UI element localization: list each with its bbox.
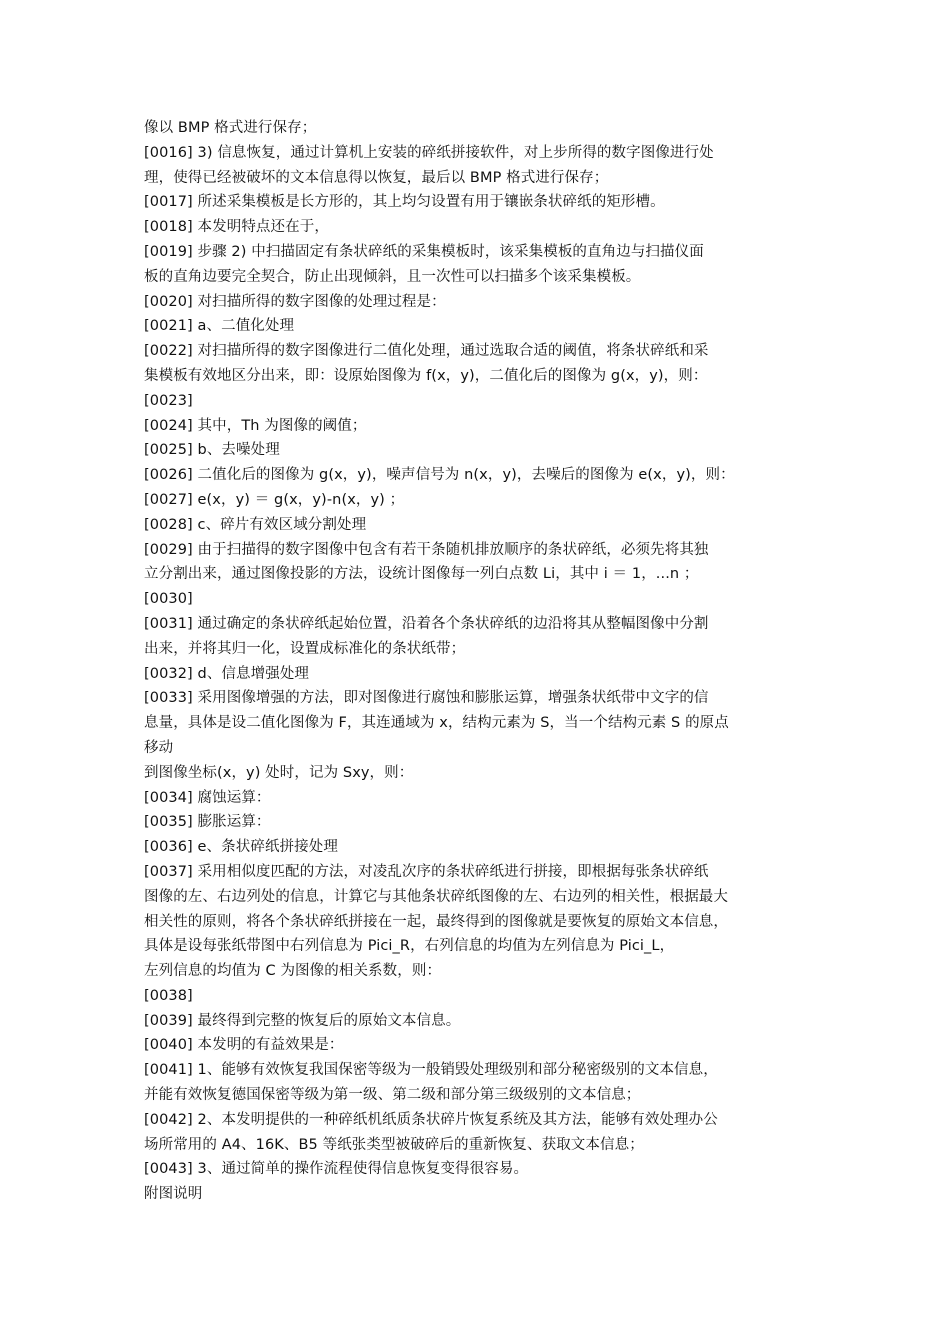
text-line: 相关性的原则，将各个条状碎纸拼接在一起，最终得到的图像就是要恢复的原始文本信息，	[144, 913, 728, 930]
section-heading: 附图说明	[144, 1186, 203, 1203]
text-line: 像以 BMP 格式进行保存；	[144, 120, 317, 136]
text-line: 理，使得已经被破坏的文本信息得以恢复，最后以 BMP 格式进行保存；	[144, 169, 609, 186]
text-line: [0029] 由于扫描得的数字图像中包含有若干条随机排放顺序的条状碎纸，必须先将其独	[144, 541, 709, 558]
text-line: [0034] 腐蚀运算：	[144, 789, 271, 806]
text-line: [0026] 二值化后的图像为 g(x，y)，噪声信号为 n(x，y)，去噪后的图像为 e(x，y)，则：	[144, 467, 735, 484]
text-line: [0032] d、信息增强处理	[144, 665, 310, 682]
text-line: [0022] 对扫描所得的数字图像进行二值化处理，通过选取合适的阈值，将条状碎纸和采	[144, 343, 709, 360]
text-line: [0040] 本发明的有益效果是：	[144, 1037, 344, 1054]
text-line: [0018] 本发明特点还在于，	[144, 219, 329, 236]
text-line: [0030]	[144, 591, 193, 608]
text-line: 左列信息的均值为 C 为图像的相关系数，则：	[144, 963, 442, 980]
text-line: 集模板有效地区分出来，即：设原始图像为 f(x，y)，二值化后的图像为 g(x，y)，则：	[144, 367, 708, 384]
text-line: [0021] a、二值化处理	[144, 318, 295, 335]
text-line: [0017] 所述采集模板是长方形的，其上均匀设置有用于镶嵌条状碎纸的矩形槽。	[144, 194, 665, 211]
text-line: [0027] e(x，y) ＝ g(x，y)-n(x，y) ；	[144, 491, 405, 508]
text-line: [0035] 膨胀运算：	[144, 814, 271, 831]
text-line: [0028] c、碎片有效区域分割处理	[144, 516, 367, 533]
text-line: 移动	[144, 739, 174, 756]
text-line: [0019] 步骤 2) 中扫描固定有条状碎纸的采集模板时，该采集模板的直角边与扫描仪面	[144, 243, 704, 260]
text-line: 息量，具体是设二值化图像为 F，其连通域为 x，结构元素为 S，当一个结构元素 S 的原点	[144, 715, 729, 732]
text-line: [0023]	[144, 392, 193, 409]
text-line: 图像的左、右边列处的信息，计算它与其他条状碎纸图像的左、右边列的相关性，根据最大	[144, 888, 728, 905]
text-line: [0025] b、去噪处理	[144, 442, 280, 459]
text-line: [0039] 最终得到完整的恢复后的原始文本信息。	[144, 1012, 461, 1029]
text-line: [0016] 3) 信息恢复，通过计算机上安装的碎纸拼接软件，对上步所得的数字图像进行处	[144, 144, 714, 161]
text-line: 并能有效恢复德国保密等级为第一级、第二级和部分第三级级别的文本信息；	[144, 1087, 641, 1104]
text-line: 到图像坐标(x，y) 处时，记为 Sxy，则：	[144, 764, 414, 781]
text-line: 具体是设每张纸带图中右列信息为 Pici_R，右列信息的均值为左列信息为 Pici_L，	[144, 938, 675, 955]
text-line: [0031] 通过确定的条状碎纸起始位置，沿着各个条状碎纸的边沿将其从整幅图像中分割	[144, 615, 709, 632]
text-line: [0037] 采用相似度匹配的方法，对凌乱次序的条状碎纸进行拼接，即根据每张条状碎纸	[144, 863, 709, 880]
text-line: 场所常用的 A4、16K、B5 等纸张类型被破碎后的重新恢复、获取文本信息；	[144, 1136, 644, 1153]
document-body	[144, 116, 814, 1207]
text-line: [0041] 1、能够有效恢复我国保密等级为一般销毁处理级别和部分秘密级别的文本信息，	[144, 1062, 718, 1079]
text-line: [0036] e、条状碎纸拼接处理	[144, 839, 338, 856]
text-line: [0024] 其中，Th 为图像的阈值；	[144, 417, 367, 434]
text-line: 出来，并将其归一化，设置成标准化的条状纸带；	[144, 640, 466, 657]
text-line: [0038]	[144, 987, 193, 1004]
text-line: [0043] 3、通过简单的操作流程使得信息恢复变得很容易。	[144, 1161, 529, 1178]
text-line: [0020] 对扫描所得的数字图像的处理过程是：	[144, 293, 446, 310]
text-line: [0042] 2、本发明提供的一种碎纸机纸质条状碎片恢复系统及其方法，能够有效处理办公	[144, 1111, 718, 1128]
text-line: [0033] 采用图像增强的方法，即对图像进行腐蚀和膨胀运算，增强条状纸带中文字的信	[144, 690, 709, 707]
text-line: 板的直角边要完全契合，防止出现倾斜，且一次性可以扫描多个该采集模板。	[144, 268, 641, 285]
text-line: 立分割出来，通过图像投影的方法，设统计图像每一列白点数 Li，其中 i ＝ 1，...n ；	[144, 566, 699, 583]
